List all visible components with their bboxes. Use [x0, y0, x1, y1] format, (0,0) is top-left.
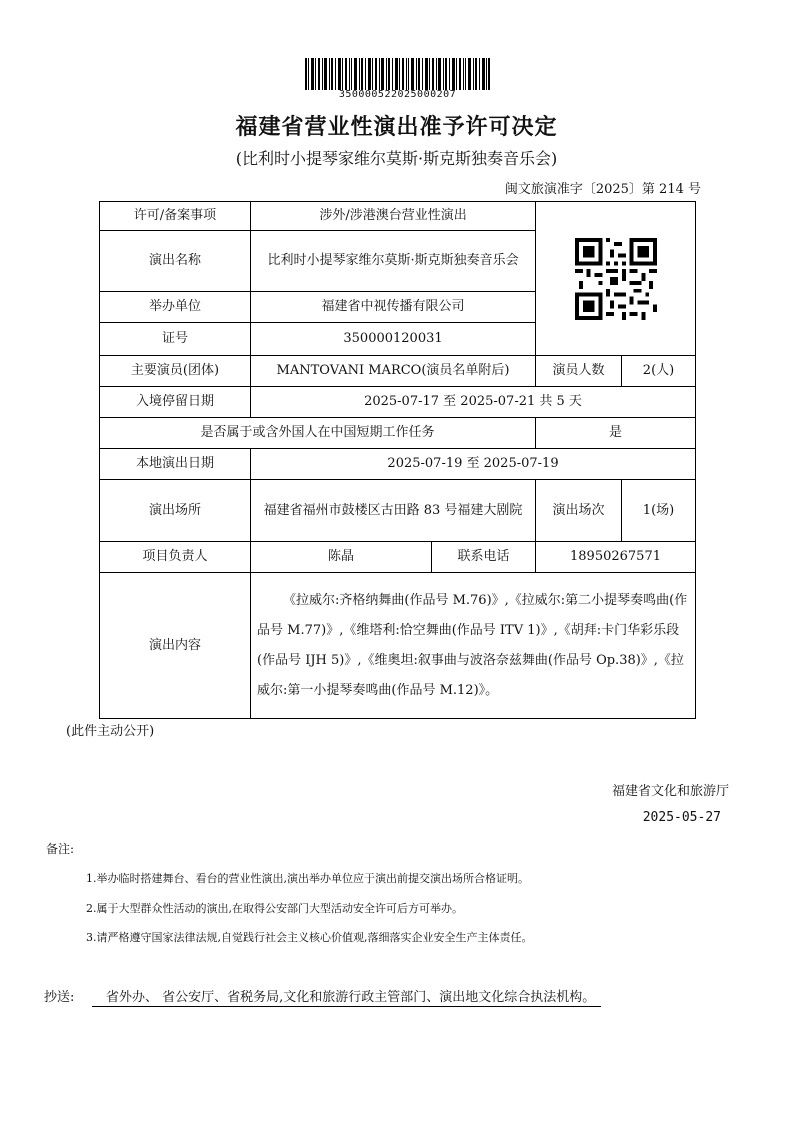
local-date-value: 2025-07-19 至 2025-07-19	[251, 449, 696, 480]
document-number: 闽文旅演准字〔2025〕第 214 号	[504, 182, 701, 197]
document-title: 福建省营业性演出准予许可决定	[235, 114, 558, 140]
show-name-value: 比利时小提琴家维尔莫斯·斯克斯独奏音乐会	[251, 231, 536, 292]
qr-code-cell	[536, 202, 696, 356]
issue-date: 2025-05-27	[642, 810, 721, 825]
stay-dates-value: 2025-07-17 至 2025-07-21 共 5 天	[251, 387, 696, 418]
show-name-label: 演出名称	[100, 231, 251, 292]
public-note: (此件主动公开)	[66, 724, 155, 739]
note-item-1: 1.举办临时搭建舞台、看台的营业性演出,演出举办单位应于演出前提交演出场所合格证明。	[86, 872, 529, 885]
performers-label: 主要演员(团体)	[100, 356, 251, 387]
barcode-number: 350000522025000207	[338, 89, 457, 100]
permit-table	[99, 201, 696, 719]
performer-count-value: 2(人)	[622, 356, 696, 387]
organizer-label: 举办单位	[100, 292, 251, 323]
organizer-value: 福建省中视传播有限公司	[251, 292, 536, 323]
venue-value: 福建省福州市鼓楼区古田路 83 号福建大剧院	[251, 480, 536, 542]
phone-label: 联系电话	[432, 542, 536, 573]
foreign-work-value: 是	[536, 418, 696, 449]
sessions-label: 演出场次	[536, 480, 622, 542]
venue-label: 演出场所	[100, 480, 251, 542]
sessions-value: 1(场)	[622, 480, 696, 542]
phone-value: 18950267571	[536, 542, 696, 573]
performer-count-label: 演员人数	[536, 356, 622, 387]
content-value: 《拉威尔:齐格纳舞曲(作品号 M.76)》,《拉威尔:第二小提琴奏鸣曲(作品号 M.77)》,《维塔利:恰空舞曲(作品号 ITV 1)》,《胡拜:卡门华彩乐段(作品号 IJH 5)》,《维奥坦:叙事曲与波洛奈兹舞曲(作品号 Op.38)》,《拉威尔:第一小提琴奏鸣曲(作品号 M.12)》。	[251, 573, 696, 719]
note-item-3: 3.请严格遵守国家法律法规,自觉践行社会主义核心价值观,落细落实企业安全生产主体责任。	[86, 931, 533, 944]
cc-label: 抄送:	[44, 990, 75, 1005]
qr-code-image	[575, 238, 657, 320]
cc-recipients: 省外办、 省公安厅、省税务局,文化和旅游行政主管部门、演出地文化综合执法机构。	[92, 986, 601, 1007]
manager-label: 项目负责人	[100, 542, 251, 573]
cert-label: 证号	[100, 323, 251, 356]
document-subtitle: (比利时小提琴家维尔莫斯·斯克斯独奏音乐会)	[235, 149, 558, 168]
permit-type-value: 涉外/涉港澳台营业性演出	[251, 202, 536, 231]
content-label: 演出内容	[100, 573, 251, 719]
cert-value: 350000120031	[251, 323, 536, 356]
foreign-work-label: 是否属于或含外国人在中国短期工作任务	[100, 418, 536, 449]
stay-dates-label: 入境停留日期	[100, 387, 251, 418]
manager-value: 陈晶	[251, 542, 432, 573]
local-date-label: 本地演出日期	[100, 449, 251, 480]
notes-label: 备注:	[46, 842, 75, 856]
barcode-image	[305, 58, 490, 90]
performers-value: MANTOVANI MARCO(演员名单附后)	[251, 356, 536, 387]
note-item-2: 2.属于大型群众性活动的演出,在取得公安部门大型活动安全许可后方可举办。	[86, 902, 463, 915]
permit-type-label: 许可/备案事项	[100, 202, 251, 231]
issuer-name: 福建省文化和旅游厅	[611, 784, 729, 799]
